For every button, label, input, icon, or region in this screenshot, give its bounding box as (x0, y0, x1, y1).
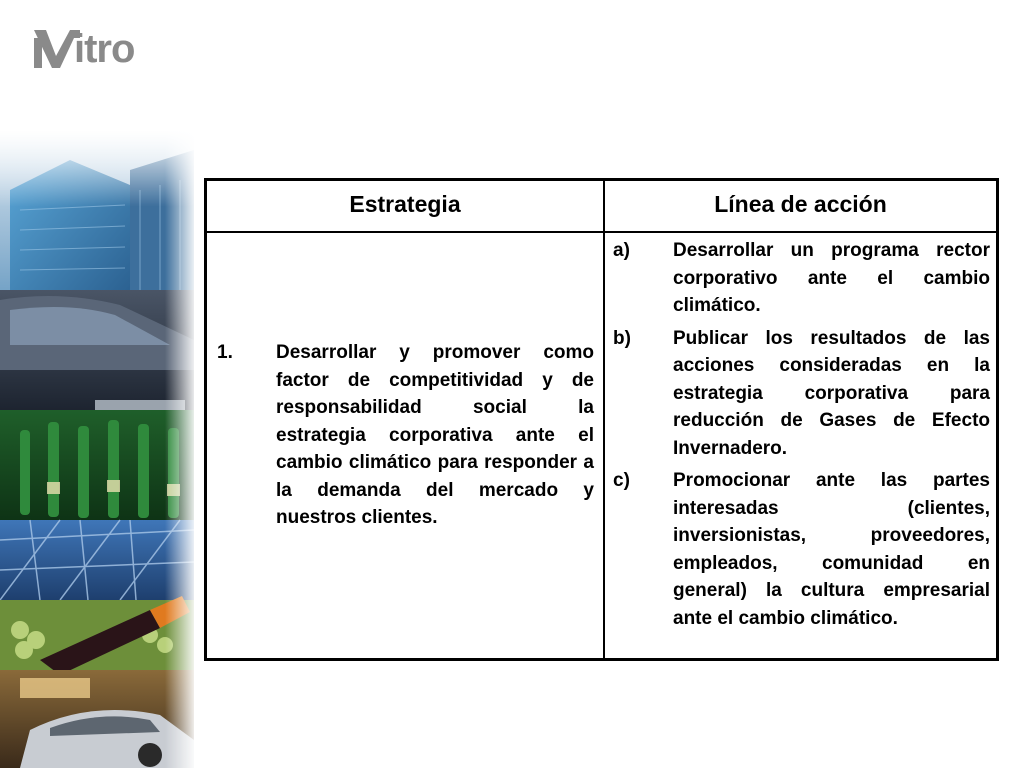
action-text: Publicar los resultados de las acciones consideradas en la estrategia corporativa para reducción de Gases de Efecto Invernadero. (673, 327, 990, 459)
action-label: a) (613, 240, 630, 261)
vitro-logo (34, 24, 164, 74)
table-header-row (207, 181, 996, 233)
strategy-text: Desarrollar y promover como factor de competitividad y de responsabilidad social la estrategia corporativa ante el cambio climático para responder a la demanda del mercado y nuestros clientes. (276, 342, 594, 528)
header-strategy: Estrategia (349, 191, 461, 217)
strategy-table (204, 178, 999, 661)
action-text: Promocionar ante las partes interesadas (clientes, inversionistas, proveedores, empleados, comunidad en general) la cultura empresarial ante el cambio climático. (673, 470, 990, 629)
action-item (613, 325, 990, 463)
action-item (613, 237, 990, 320)
column-divider (603, 181, 605, 658)
strategy-number: 1. (217, 342, 233, 363)
action-label: b) (613, 327, 631, 349)
action-line-cell (613, 237, 990, 637)
action-text: Desarrollar un programa rector corporativo ante el cambio climático. (673, 240, 990, 316)
photo-collage (0, 130, 194, 768)
action-item (613, 467, 990, 632)
logo-wordmark: itro (74, 27, 135, 71)
action-label: c) (613, 470, 630, 491)
strategy-cell (217, 339, 594, 532)
header-action-line: Línea de acción (714, 191, 887, 217)
collage-image (0, 130, 194, 768)
